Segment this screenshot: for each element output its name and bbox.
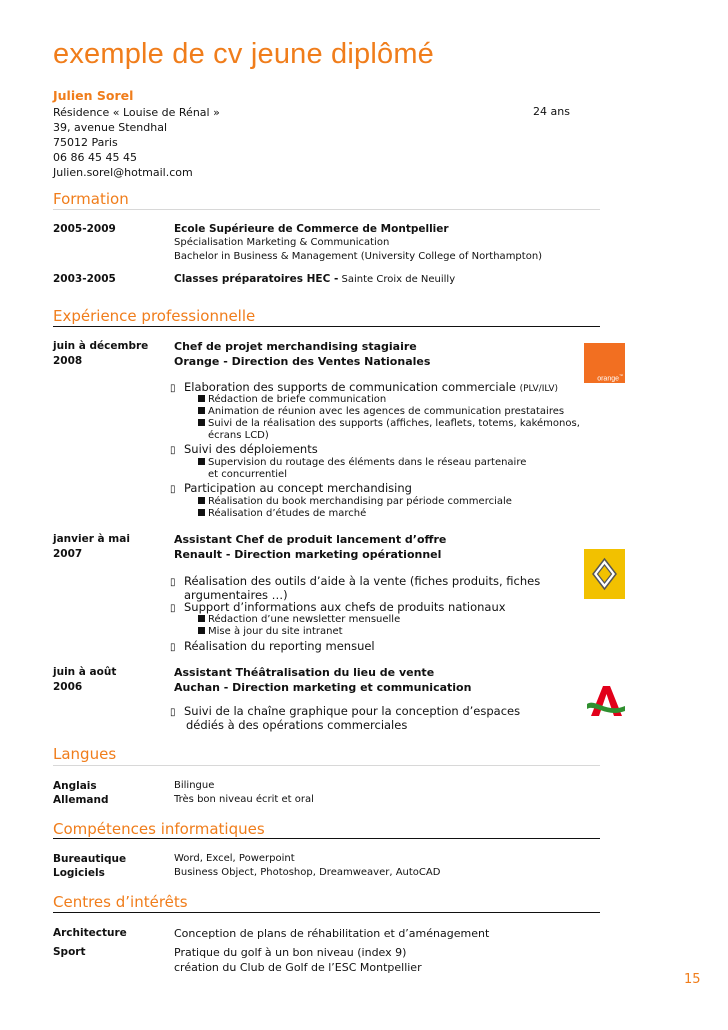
interest-detail: Conception de plans de réhabilitation et d’aménagement [174, 927, 490, 940]
formation-school-name: Classes préparatoires HEC - [174, 273, 339, 285]
square-bullet-icon [198, 458, 205, 465]
formation-detail: Bachelor in Business & Management (University College of Northampton) [174, 251, 543, 262]
renault-logo [584, 549, 625, 599]
language-level: Très bon niveau écrit et oral [174, 794, 314, 805]
sub-bullet-continuation: écrans LCD) [208, 430, 269, 441]
page-number: 15 [684, 972, 701, 987]
section-divider [53, 326, 600, 327]
interest-category: Sport [53, 946, 86, 958]
age: 24 ans [533, 105, 570, 118]
language-name: Anglais [53, 780, 97, 792]
formation-school-place: Sainte Croix de Neuilly [341, 274, 456, 285]
sub-bullet-text: Réalisation d’études de marché [208, 508, 367, 519]
bullet-glyph-icon: ▯ [170, 383, 176, 394]
job-company: Renault - Direction marketing opérationnel [174, 548, 442, 561]
sub-list-item [198, 614, 400, 625]
phone: 06 86 45 45 45 [53, 151, 137, 164]
bullet-glyph-icon: ▯ [170, 642, 176, 653]
candidate-name: Julien Sorel [53, 88, 134, 103]
section-divider [53, 765, 600, 766]
sub-bullet-text: Réalisation du book merchandising par période commerciale [208, 496, 512, 507]
sub-bullet-text: Rédaction de briefe communication [208, 394, 387, 405]
job-company: Orange - Direction des Ventes Nationales [174, 355, 431, 368]
square-bullet-icon [198, 395, 205, 402]
auchan-logo [585, 684, 627, 718]
sub-bullet-text: Animation de réunion avec les agences de communication prestataires [208, 406, 565, 417]
sub-bullet-continuation: et concurrentiel [208, 469, 287, 480]
square-bullet-icon [198, 497, 205, 504]
bullet-glyph-icon: ▯ [170, 577, 176, 588]
bullet-text: Participation au concept merchandising [184, 481, 412, 495]
job-period-year: 2006 [53, 681, 83, 693]
interest-detail: Pratique du golf à un bon niveau (index 9) [174, 946, 407, 959]
sub-list-item [198, 457, 526, 468]
section-heading-interets: Centres d’intérêts [53, 893, 188, 911]
square-bullet-icon [198, 509, 205, 516]
bullet-note: (PLV/ILV) [519, 384, 559, 394]
list-item [170, 704, 520, 718]
square-bullet-icon [198, 419, 205, 426]
job-period-year: 2008 [53, 355, 83, 367]
job-period: juin à août [53, 666, 117, 678]
section-heading-experience: Expérience professionnelle [53, 307, 256, 325]
square-bullet-icon [198, 627, 205, 634]
list-item [170, 600, 506, 614]
list-item [170, 380, 558, 394]
sub-list-item [198, 496, 512, 507]
bullet-text: Réalisation des outils d’aide à la vente (fiches produits, fiches [184, 574, 541, 588]
square-bullet-icon [198, 615, 205, 622]
square-bullet-icon [198, 407, 205, 414]
skill-category: Bureautique [53, 853, 127, 865]
sub-list-item [198, 626, 343, 637]
bullet-text: Support d’informations aux chefs de produits nationaux [184, 600, 506, 614]
section-heading-competences: Compétences informatiques [53, 820, 265, 838]
orange-logo: orange™ [584, 343, 625, 383]
job-company: Auchan - Direction marketing et communication [174, 681, 472, 694]
sub-bullet-text: Mise à jour du site intranet [208, 626, 343, 637]
formation-years: 2003-2005 [53, 273, 116, 285]
section-heading-langues: Langues [53, 745, 117, 763]
job-title: Chef de projet merchandising stagiaire [174, 340, 417, 353]
list-item [170, 481, 412, 495]
bullet-glyph-icon: ▯ [170, 484, 176, 495]
bullet-text: Elaboration des supports de communication commerciale [184, 380, 516, 394]
language-name: Allemand [53, 794, 109, 806]
sub-list-item [198, 406, 564, 417]
city: 75012 Paris [53, 136, 118, 149]
sub-list-item [198, 394, 386, 405]
address-line-1: Résidence « Louise de Rénal » [53, 106, 220, 119]
section-divider [53, 838, 600, 839]
formation-school [174, 273, 455, 285]
bullet-text: Suivi des déploiements [184, 442, 318, 456]
interest-detail: création du Club de Golf de l’ESC Montpellier [174, 961, 422, 974]
job-period: juin à décembre [53, 340, 149, 352]
sub-bullet-text: Rédaction d’une newsletter mensuelle [208, 614, 401, 625]
bullet-text: Réalisation du reporting mensuel [184, 639, 375, 653]
skill-list: Business Object, Photoshop, Dreamweaver, AutoCAD [174, 867, 441, 878]
sub-list-item [198, 418, 580, 429]
job-period: janvier à mai [53, 533, 130, 545]
sub-list-item [198, 508, 366, 519]
bullet-glyph-icon: ▯ [170, 445, 176, 456]
formation-detail: Spécialisation Marketing & Communication [174, 237, 390, 248]
bullet-glyph-icon: ▯ [170, 603, 176, 614]
list-item [170, 442, 318, 456]
job-title: Assistant Chef de produit lancement d’offre [174, 533, 447, 546]
section-divider [53, 209, 600, 210]
bullet-continuation: argumentaires …) [184, 588, 288, 602]
email: Julien.sorel@hotmail.com [53, 166, 193, 179]
bullet-continuation: dédiés à des opérations commerciales [186, 718, 408, 732]
skill-list: Word, Excel, Powerpoint [174, 853, 295, 864]
job-period-year: 2007 [53, 548, 83, 560]
bullet-glyph-icon: ▯ [170, 707, 176, 718]
section-divider [53, 912, 600, 913]
skill-category: Logiciels [53, 867, 105, 879]
bullet-text: Suivi de la chaîne graphique pour la conception d’espaces [184, 704, 521, 718]
list-item [170, 574, 540, 588]
page-title: exemple de cv jeune diplômé [53, 38, 435, 70]
formation-years: 2005-2009 [53, 223, 116, 235]
address-line-2: 39, avenue Stendhal [53, 121, 168, 134]
interest-category: Architecture [53, 927, 127, 939]
formation-school: Ecole Supérieure de Commerce de Montpellier [174, 223, 449, 235]
sub-bullet-text: Supervision du routage des éléments dans le réseau partenaire [208, 457, 527, 468]
sub-bullet-text: Suivi de la réalisation des supports (affiches, leaflets, totems, kakémonos, [208, 418, 580, 429]
section-heading-formation: Formation [53, 190, 129, 208]
language-level: Bilingue [174, 780, 215, 791]
job-title: Assistant Théâtralisation du lieu de vente [174, 666, 435, 679]
list-item [170, 639, 375, 653]
